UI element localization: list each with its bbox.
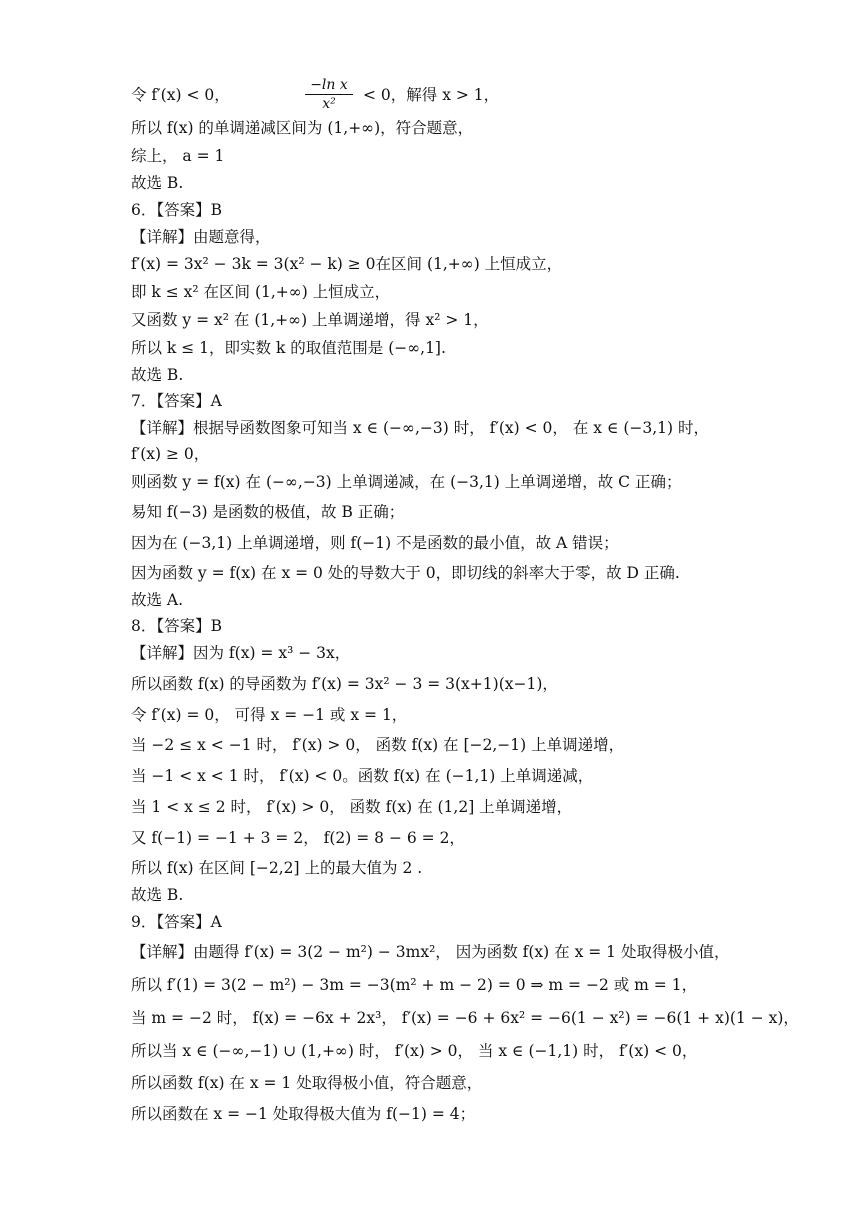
text-line: 所以函数在 x = −1 处取得极大值为 f(−1) = 4； xyxy=(131,1105,476,1123)
text-line: 当 −2 ≤ x < −1 时， f′(x) > 0， 函数 f(x) 在 [−2,−1) 上单调递增， xyxy=(131,736,625,754)
text-line: 故选 B. xyxy=(131,886,184,904)
text-line: 当 1 < x ≤ 2 时， f′(x) > 0， 函数 f(x) 在 (1,2] 上单调递增， xyxy=(131,798,573,816)
text-line: 所以 f(x) 的单调递减区间为 (1,+∞)，符合题意， xyxy=(131,119,474,137)
text-line: 所以 f(x) 在区间 [−2,2] 上的最大值为 2 . xyxy=(131,859,423,877)
fraction-numerator: −ln x xyxy=(310,77,348,93)
text-line: 综上， a = 1 xyxy=(131,147,225,165)
text-line: 【详解】由题意得， xyxy=(131,228,271,246)
text-line: f′(x) ≥ 0， xyxy=(131,445,210,463)
text-line: 所以 f′(1) = 3(2 − m²) − 3m = −3(m² + m − 2) = 0 ⇒ m = −2 或 m = 1， xyxy=(131,976,698,994)
inequality-prefix: 令 f′(x) < 0， xyxy=(131,86,230,104)
answer-heading: 6．【答案】B xyxy=(131,201,223,219)
text-line: 所以 k ≤ 1，即实数 k 的取值范围是 (−∞,1]. xyxy=(131,339,446,357)
text-line: 又 f(−1) = −1 + 3 = 2， f(2) = 8 − 6 = 2， xyxy=(131,829,465,847)
text-line: 【详解】根据导函数图象可知当 x ∈ (−∞,−3) 时， f′(x) < 0， 在 x ∈ (−3,1) 时， xyxy=(131,419,709,437)
text-line: 则函数 y = f(x) 在 (−∞,−3) 上单调递减，在 (−3,1) 上单调递增，故 C 正确； xyxy=(131,473,682,491)
text-line: 所以函数 f(x) 在 x = 1 处取得极小值，符合题意， xyxy=(131,1074,483,1092)
text-line: 易知 f(−3) 是函数的极值，故 B 正确； xyxy=(131,503,405,521)
fraction xyxy=(303,77,355,112)
text-line: 故选 A. xyxy=(131,591,184,609)
text-line: 【详解】因为 f(x) = x³ − 3x， xyxy=(131,644,351,662)
text-line: 故选 B. xyxy=(131,366,184,384)
text-line: 故选 B. xyxy=(131,174,184,192)
text-line: 所以函数 f(x) 的导函数为 f′(x) = 3x² − 3 = 3(x+1)(x−1)， xyxy=(131,675,558,693)
fraction-bar xyxy=(305,94,353,95)
text-line: f′(x) = 3x² − 3k = 3(x² − k) ≥ 0在区间 (1,+∞) 上恒成立， xyxy=(131,255,563,273)
text-line: 即 k ≤ x² 在区间 (1,+∞) 上恒成立， xyxy=(131,283,391,301)
inequality-suffix: < 0，解得 x > 1， xyxy=(363,86,500,104)
text-line: 当 −1 < x < 1 时， f′(x) < 0。函数 f(x) 在 (−1,1) 上单调递减， xyxy=(131,767,594,785)
text-line: 令 f′(x) = 0， 可得 x = −1 或 x = 1， xyxy=(131,706,408,724)
text-line: 【详解】由题得 f′(x) = 3(2 − m²) − 3mx²， 因为函数 f(x) 在 x = 1 处取得极小值， xyxy=(131,943,730,961)
text-line: 又函数 y = x² 在 (1,+∞) 上单调递增，得 x² > 1， xyxy=(131,311,489,329)
answer-heading: 7．【答案】A xyxy=(131,392,222,410)
fraction-denominator: x² xyxy=(322,96,336,112)
text-line: 因为在 (−3,1) 上单调递增，则 f(−1) 不是函数的最小值，故 A 错误； xyxy=(131,534,619,552)
text-line: 所以当 x ∈ (−∞,−1) ∪ (1,+∞) 时， f′(x) > 0， 当 x ∈ (−1,1) 时， f′(x) < 0， xyxy=(131,1042,698,1060)
text-line: 当 m = −2 时， f(x) = −6x + 2x³， f′(x) = −6 + 6x² = −6(1 − x²) = −6(1 + x)(1 − x)， xyxy=(131,1009,799,1027)
text-line: 因为函数 y = f(x) 在 x = 0 处的导数大于 0，即切线的斜率大于零，故 D 正确. xyxy=(131,564,680,582)
answer-heading: 9．【答案】A xyxy=(131,913,222,931)
answer-heading: 8．【答案】B xyxy=(131,617,223,635)
